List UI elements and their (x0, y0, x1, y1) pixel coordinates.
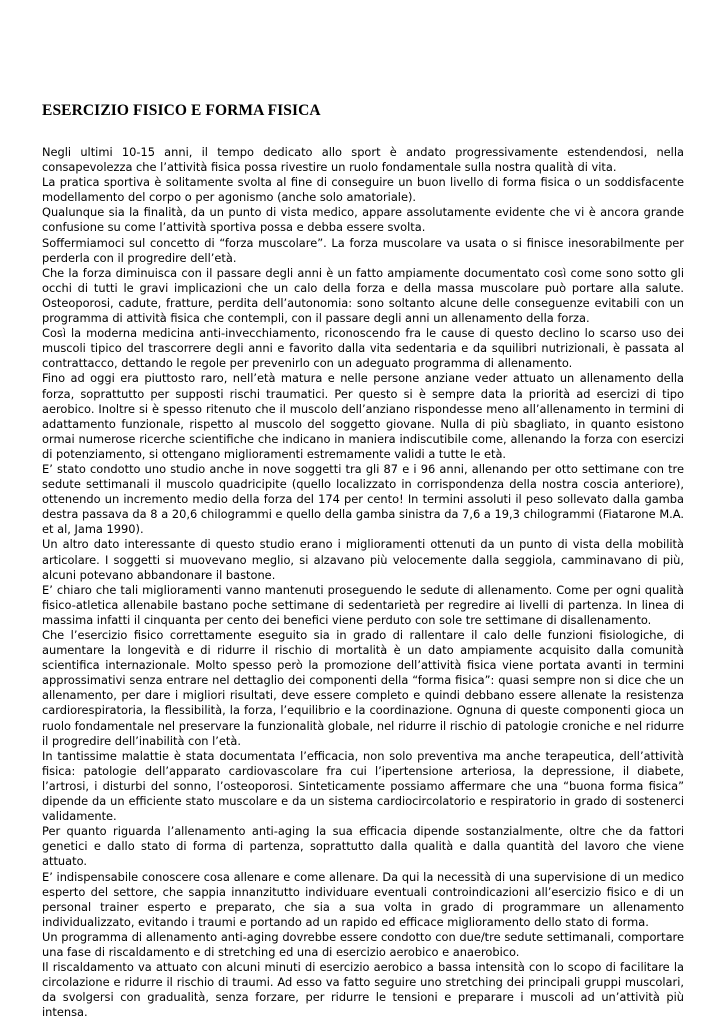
paragraph: Il riscaldamento va attuato con alcuni minuti di esercizio aerobico a bassa intensità con lo scopo di facilitare la circolazione e ridurre il rischio di traumi. Ad esso va fatto seguire uno stretching dei principali gruppi muscolari, da svolgersi con gradualità, senza forzare, per ridurre le tensioni e preparare i muscoli ad un’attività più intensa. (42, 960, 684, 1020)
paragraph: Soffermiamoci sul concetto di “forza muscolare”. La forza muscolare va usata o si finisce inesorabilmente per perderla con il progredire dell’età. (42, 235, 684, 265)
paragraph: La pratica sportiva è solitamente svolta al fine di conseguire un buon livello di forma fisica o un soddisfacente modellamento del corpo o per agonismo (anche solo amatoriale). (42, 175, 684, 205)
paragraph: Che l’esercizio fisico correttamente eseguito sia in grado di rallentare il calo delle funzioni fisiologiche, di aumentare la longevità e di ridurre il rischio di mortalità è un dato ampiamente acquisito dalla comunità scientifica internazionale. Molto spesso però la promozione dell’attività fisica viene portata avanti in termini approssimativi senza entrare nel dettaglio dei componenti della “forma fisica”: quasi sempre non si dice che un allenamento, per dare i migliori risultati, deve essere completo e quindi debbano essere allenate la resistenza cardiorespiratoria, la flessibilità, la forza, l’equilibrio e la coordinazione. Ognuna di queste componenti gioca un ruolo fondamentale nel preservare la funzionalità globale, nel ridurre il rischio di patologie croniche e nel ridurre il progredire dell’inabilità con l’età. (42, 628, 684, 748)
paragraph: Così la moderna medicina anti-invecchiamento, riconoscendo fra le cause di questo declino lo scarso uso dei muscoli tipico del trascorrere degli anni e favorito dalla vita sedentaria e da squilibri nutrizionali, è passata al contrattacco, dettando le regole per prevenirlo con un adeguato programma di allenamento. (42, 326, 684, 371)
paragraph: Negli ultimi 10-15 anni, il tempo dedicato allo sport è andato progressivamente estendendosi, nella consapevolezza che l’attività fisica possa rivestire un ruolo fondamentale sulla nostra qualità di vita. (42, 145, 684, 175)
paragraph: Un altro dato interessante di questo studio erano i miglioramenti ottenuti da un punto di vista della mobilità articolare. I soggetti si muovevano meglio, si alzavano più velocemente dalla seggiola, camminavano di più, alcuni potevano abbandonare il bastone. (42, 537, 684, 582)
paragraph: E’ indispensabile conoscere cosa allenare e come allenare. Da qui la necessità di una supervisione di un medico esperto del settore, che sappia innanzitutto individuare eventuali controindicazioni all’esercizio fisico e di un personal trainer esperto e preparato, che sia a sua volta in grado di programmare un allenamento individualizzato, evitando i traumi e portando ad un rapido ed efficace miglioramento dello stato di forma. (42, 869, 684, 929)
paragraph: Che la forza diminuisca con il passare degli anni è un fatto ampiamente documentato così come sono sotto gli occhi di tutti le gravi implicazioni che un calo della forza e della massa muscolare può portare alla salute. Osteoporosi, cadute, fratture, perdita dell’autonomia: sono soltanto alcune delle conseguenze evitabili con un programma di attività fisica che contempli, con il passare degli anni un allenamento della forza. (42, 265, 684, 326)
paragraph: Qualunque sia la finalità, da un punto di vista medico, appare assolutamente evidente che vi è ancora grande confusione su come l’attività sportiva possa e debba essere svolta. (42, 205, 684, 235)
document-page (42, 101, 684, 1020)
paragraph: E’ stato condotto uno studio anche in nove soggetti tra gli 87 e i 96 anni, allenando per otto settimane con tre sedute settimanali il muscolo quadricipite (quello localizzato in corrispondenza della nostra coscia anteriore), ottenendo un incremento medio della forza del 174 per cento! In termini assoluti il peso sollevato dalla gamba destra passava da 8 a 20,6 chilogrammi e quello della gamba sinistra da 7,6 a 19,3 chilogrammi (Fiatarone M.A. et al, Jama 1990). (42, 461, 684, 537)
paragraph: E’ chiaro che tali miglioramenti vanno mantenuti proseguendo le sedute di allenamento. Come per ogni qualità fisico-atletica allenabile bastano poche settimane di sedentarietà per regredire ai livelli di partenza. In linea di massima infatti il cinquanta per cento dei benefici viene perduto con sole tre settimane di disallenamento. (42, 582, 684, 627)
document-body (42, 145, 684, 1020)
document-title: ESERCIZIO FISICO E FORMA FISICA (42, 102, 321, 119)
paragraph: Fino ad oggi era piuttosto raro, nell’età matura e nelle persone anziane veder attuato un allenamento della forza, soprattutto per supposti rischi traumatici. Per questo si è sempre data la priorità ad esercizi di tipo aerobico. Inoltre si è spesso ritenuto che il muscolo dell’anziano rispondesse meno all’allenamento in termini di adattamento funzionale, rispetto al muscolo del soggetto giovane. Nulla di più sbagliato, in quanto esistono ormai numerose ricerche scientifiche che indicano in maniera indiscutibile come, allenando la forza con esercizi di potenziamento, si ottengano miglioramenti estremamente validi a tutte le età. (42, 371, 684, 461)
paragraph: In tantissime malattie è stata documentata l’efficacia, non solo preventiva ma anche terapeutica, dell’attività fisica: patologie dell’apparato cardiovascolare fra cui l’ipertensione arteriosa, la depressione, il diabete, l’artrosi, i disturbi del sonno, l’osteoporosi. Sinteticamente possiamo affermare che una “buona forma fisica” dipende da un efficiente stato muscolare e da un sistema cardiocircolatorio e respiratorio in grado di sostenerci validamente. (42, 748, 684, 824)
paragraph: Per quanto riguarda l’allenamento anti-aging la sua efficacia dipende sostanzialmente, oltre che da fattori genetici e dallo stato di forma di partenza, soprattutto dalla qualità e dalla quantità del lavoro che viene attuato. (42, 824, 684, 869)
paragraph: Un programma di allenamento anti-aging dovrebbe essere condotto con due/tre sedute settimanali, comportare una fase di riscaldamento e di stretching ed una di esercizio aerobico e anaerobico. (42, 929, 684, 959)
